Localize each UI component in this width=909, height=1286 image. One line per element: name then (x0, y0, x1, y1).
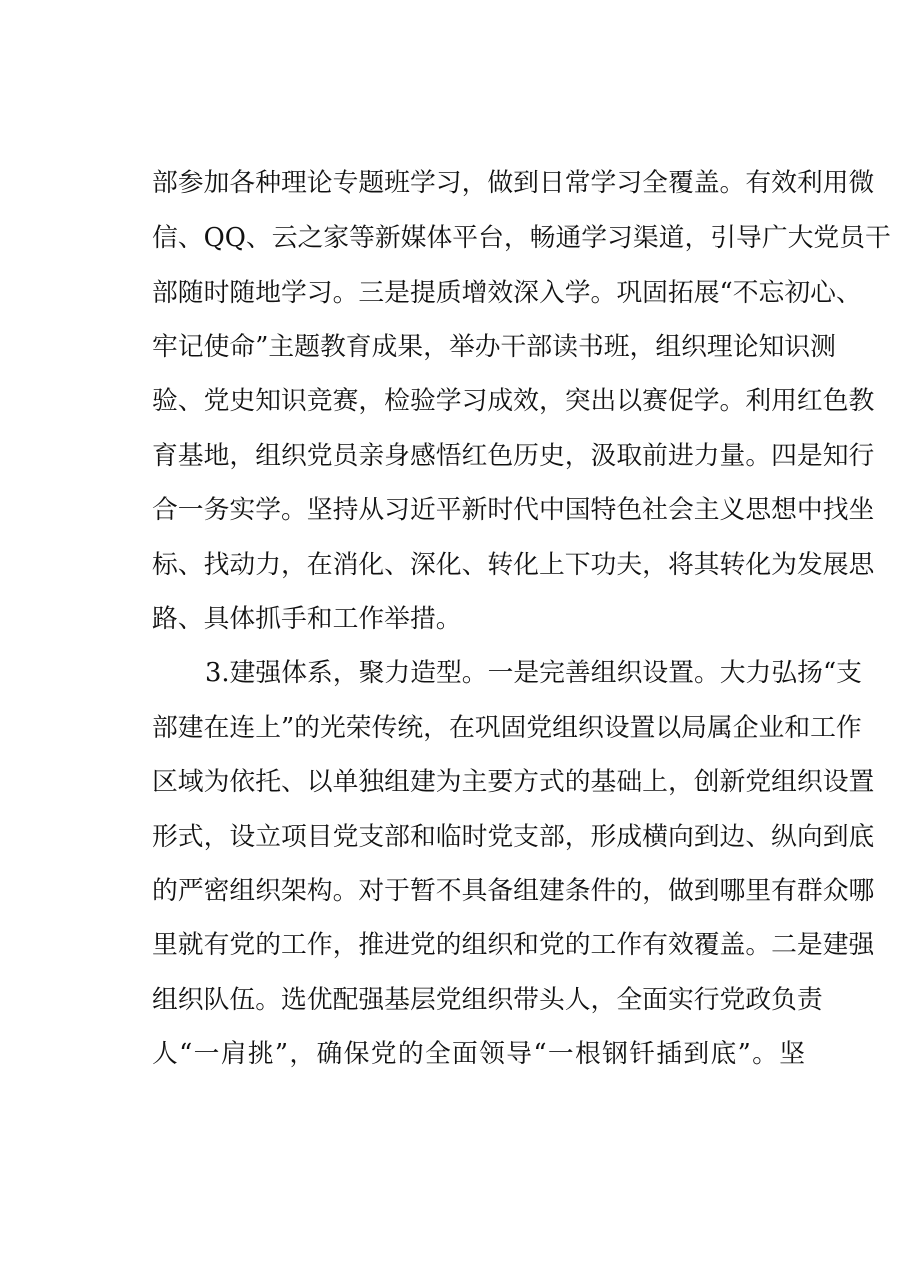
paragraph-2-line-6: 里就有党的工作，推进党的组织和党的工作有效覆盖。二是建强 (152, 930, 875, 960)
paragraph-2-line-2: 部建在连上”的光荣传统，在巩固党组织设置以局属企业和工作 (152, 713, 862, 743)
paragraph-1-line-6: 育基地，组织党员亲身感悟红色历史，汲取前进力量。四是知行 (152, 441, 875, 471)
paragraph-1-line-9: 路、具体抓手和工作举措。 (152, 604, 462, 634)
paragraph-1-line-2: 信、QQ、云之家等新媒体平台，畅通学习渠道，引导广大党员干 (152, 223, 891, 253)
paragraph-2-line-5: 的严密组织架构。对于暂不具备组建条件的，做到哪里有群众哪 (152, 876, 875, 906)
paragraph-1-line-8: 标、找动力，在消化、深化、转化上下功夫，将其转化为发展思 (152, 550, 875, 580)
paragraph-1-line-1: 部参加各种理论专题班学习，做到日常学习全覆盖。有效利用微 (152, 168, 875, 198)
paragraph-2-line-3: 区域为依托、以单独组建为主要方式的基础上，创新党组织设置 (152, 767, 875, 797)
paragraph-1-line-3: 部随时随地学习。三是提质增效深入学。巩固拓展“不忘初心、 (152, 278, 862, 308)
paragraph-1-line-5: 验、党史知识竞赛，检验学习成效，突出以赛促学。利用红色教 (152, 386, 875, 416)
paragraph-2-line-1: 3.建强体系，聚力造型。一是完善组织设置。大力弘扬“支 (205, 658, 862, 688)
paragraph-1-line-7: 合一务实学。坚持从习近平新时代中国特色社会主义思想中找坐 (152, 495, 875, 525)
paragraph-2-line-4: 形式，设立项目党支部和临时党支部，形成横向到边、纵向到底 (152, 822, 875, 852)
paragraph-2-line-8: 人“一肩挑”，确保党的全面领导“一根钢钎插到底”。坚 (152, 1039, 805, 1069)
paragraph-1-line-4: 牢记使命”主题教育成果，举办干部读书班，组织理论知识测 (152, 332, 836, 362)
paragraph-2-line-7: 组织队伍。选优配强基层党组织带头人，全面实行党政负责 (152, 985, 823, 1015)
